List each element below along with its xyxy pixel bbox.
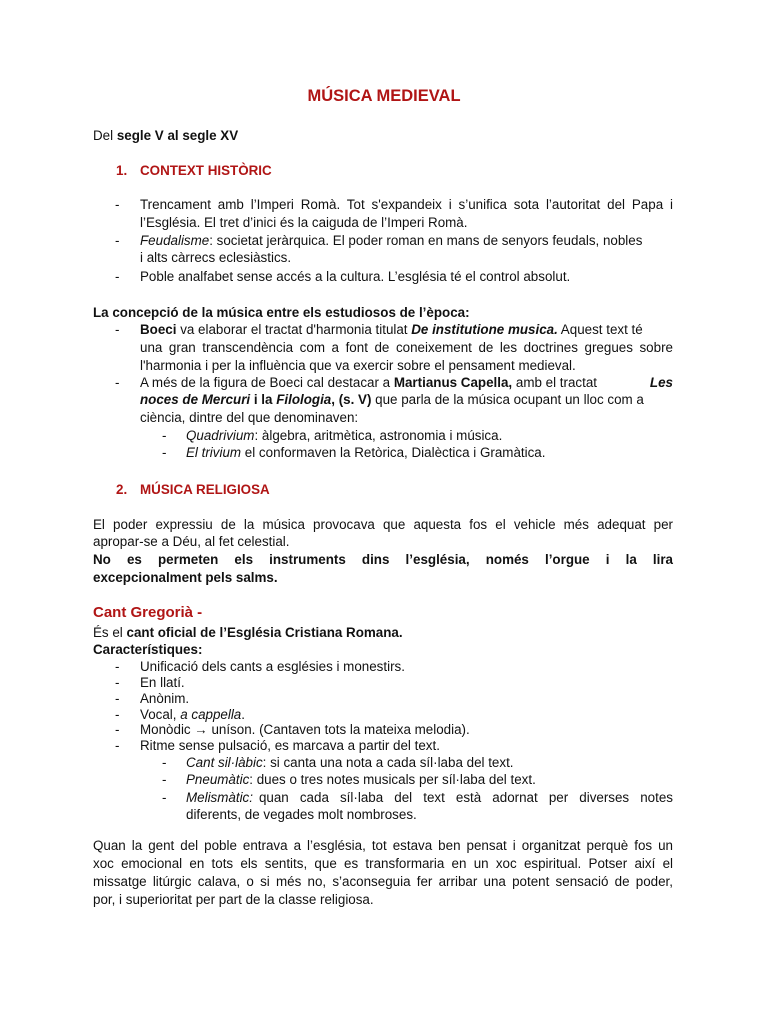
quadrivium-item	[186, 427, 502, 444]
boeci-line-1	[140, 321, 643, 338]
list-bullet: -	[115, 269, 120, 284]
boeci-text-2: Aquest text té	[557, 322, 643, 337]
characteristic-item-1: Unificació dels cants a esglésies i monestirs.	[140, 659, 405, 674]
syllabic-item	[186, 754, 514, 771]
closing-line-4: por, i superioritat per part de la classe religiosa.	[93, 892, 374, 907]
context-item-3: Poble analfabet sense accés a la cultura. L’església té el control absolut.	[140, 269, 571, 284]
section2-title: MÚSICA RELIGIOSA	[140, 482, 270, 497]
gregorian-heading: Cant Gregorià -	[93, 604, 203, 621]
closing-line-1: Quan la gent del poble entrava a l’església, tot estava ben pensat i organitzat perquè fos un	[93, 838, 673, 853]
capella-rest: que parla de la música ocupant un lloc com a	[371, 392, 644, 407]
religious-p2-line-1: No es permeten els instruments dins l’església, només l’orgue i la lira	[93, 552, 673, 567]
syllabic-term: Cant sil·làbic	[186, 755, 263, 770]
capella-work-3: Filologia	[276, 392, 332, 407]
melismatic-item	[186, 789, 673, 806]
trivium-item	[186, 444, 545, 461]
religious-p2-line-2: excepcionalment pels salms.	[93, 570, 278, 585]
closing-line-2: xoc emocional en tots els sentits, que es transformaria en un xoc espiritual. Potser així el	[93, 856, 673, 871]
capella-and: i la	[250, 392, 277, 407]
list-bullet: -	[115, 675, 120, 690]
capella-date: , (s. V)	[331, 392, 372, 407]
intro-line	[93, 127, 238, 144]
religious-p1-line-2: apropar-se a Déu, al fet celestial.	[93, 534, 290, 549]
concept-heading: La concepció de la música entre els estudiosos de l’època:	[93, 305, 470, 320]
capella-line-1	[140, 374, 673, 391]
neumatic-item	[186, 771, 536, 788]
boeci-work: De institutione musica.	[411, 322, 558, 337]
closing-line-3: missatge litúrgic calava, o si més no, s’aconseguia fer arribar una potent sensació de poder,	[93, 874, 673, 889]
melismatic-term: Melismàtic:	[186, 790, 253, 805]
list-bullet: -	[115, 722, 120, 737]
capella-pre: A més de la figura de Boeci cal destacar a	[140, 375, 394, 390]
trivium-text: el conformaven la Retòrica, Dialèctica i Gramàtica.	[241, 445, 546, 460]
neumatic-text: : dues o tres notes musicals per síl·laba del text.	[249, 772, 536, 787]
neumatic-term: Pneumàtic	[186, 772, 250, 787]
list-bullet: -	[162, 428, 167, 443]
characteristics-label: Característiques:	[93, 642, 203, 657]
quadrivium-term: Quadrivium	[186, 428, 255, 443]
section1-title: CONTEXT HISTÒRIC	[140, 163, 272, 178]
feudalisme-term: Feudalisme	[140, 233, 210, 248]
characteristic-item-6: Ritme sense pulsació, es marcava a partir del text.	[140, 738, 440, 753]
list-bullet: -	[115, 691, 120, 706]
trivium-term: El trivium	[186, 445, 242, 460]
list-bullet: -	[115, 233, 120, 248]
list-bullet: -	[115, 659, 120, 674]
list-bullet: -	[115, 738, 120, 753]
capella-work-2: noces de Mercuri	[140, 392, 251, 407]
quadrivium-text: : àlgebra, aritmètica, astronomia i música.	[254, 428, 503, 443]
context-item-2-line-1	[140, 232, 673, 249]
feudalisme-text: : societat jeràrquica. El poder roman en mans de senyors feudals, nobles	[209, 233, 643, 248]
capella-line-2	[140, 391, 644, 408]
melismatic-text: quan cada síl·laba del text està adornat per diverses notes	[258, 790, 673, 805]
vocal-text: Vocal,	[140, 707, 181, 722]
page-title: MÚSICA MEDIEVAL	[307, 87, 461, 105]
gregorian-definition	[93, 624, 403, 641]
section2-number: 2.	[116, 482, 128, 497]
gregorian-def-prefix: És el	[93, 625, 127, 640]
list-bullet: -	[162, 445, 167, 460]
list-bullet: -	[115, 322, 120, 337]
capella-mid: amb el tractat	[512, 375, 597, 390]
boeci-line-2: una gran transcendència com a font de coneixement de les doctrines gregues sobre	[140, 340, 673, 355]
context-item-1-line-2: l’Església. El tret d’inici és la caiguda de l’Imperi Romà.	[140, 215, 468, 230]
list-bullet: -	[115, 375, 120, 390]
a-cappella: a cappella	[180, 707, 242, 722]
religious-p1-line-1: El poder expressiu de la música provocava que aquesta fos el vehicle més adequat per	[93, 517, 673, 532]
boeci-text: va elaborar el tractat d'harmonia titulat	[176, 322, 412, 337]
section1-number: 1.	[116, 163, 128, 178]
intro-period: segle V al segle XV	[116, 128, 239, 143]
capella-work-1: Les	[649, 375, 673, 390]
list-bullet: -	[115, 197, 120, 212]
context-item-1-line-1: Trencament amb l’Imperi Romà. Tot s'expandeix i s’unifica sota l’autoritat del Papa i	[140, 197, 673, 212]
syllabic-text: : si canta una nota a cada síl·laba del text.	[262, 755, 514, 770]
capella-name: Martianus Capella,	[393, 375, 513, 390]
intro-prefix: Del	[93, 128, 117, 143]
capella-line-3: ciència, dintre del que denominaven:	[140, 410, 359, 425]
melismatic-line-2: diferents, de vegades molt nombroses.	[186, 807, 417, 822]
characteristic-item-2: En llatí.	[140, 675, 185, 690]
characteristic-item-5: Monòdic → uníson. (Cantaven tots la mateixa melodia).	[140, 722, 470, 737]
gregorian-def-bold: cant oficial de l’Església Cristiana Romana.	[126, 625, 403, 640]
boeci-line-3: l'harmonia i per la influència que va exercir sobre el pensament medieval.	[140, 358, 576, 373]
context-item-2-line-2: i alts càrrecs eclesiàstics.	[140, 250, 292, 265]
vocal-period: .	[241, 707, 245, 722]
list-bullet: -	[162, 755, 167, 770]
list-bullet: -	[115, 707, 120, 722]
list-bullet: -	[162, 772, 167, 787]
characteristic-item-3: Anònim.	[140, 691, 190, 706]
list-bullet: -	[162, 790, 167, 805]
boeci-name: Boeci	[140, 322, 177, 337]
